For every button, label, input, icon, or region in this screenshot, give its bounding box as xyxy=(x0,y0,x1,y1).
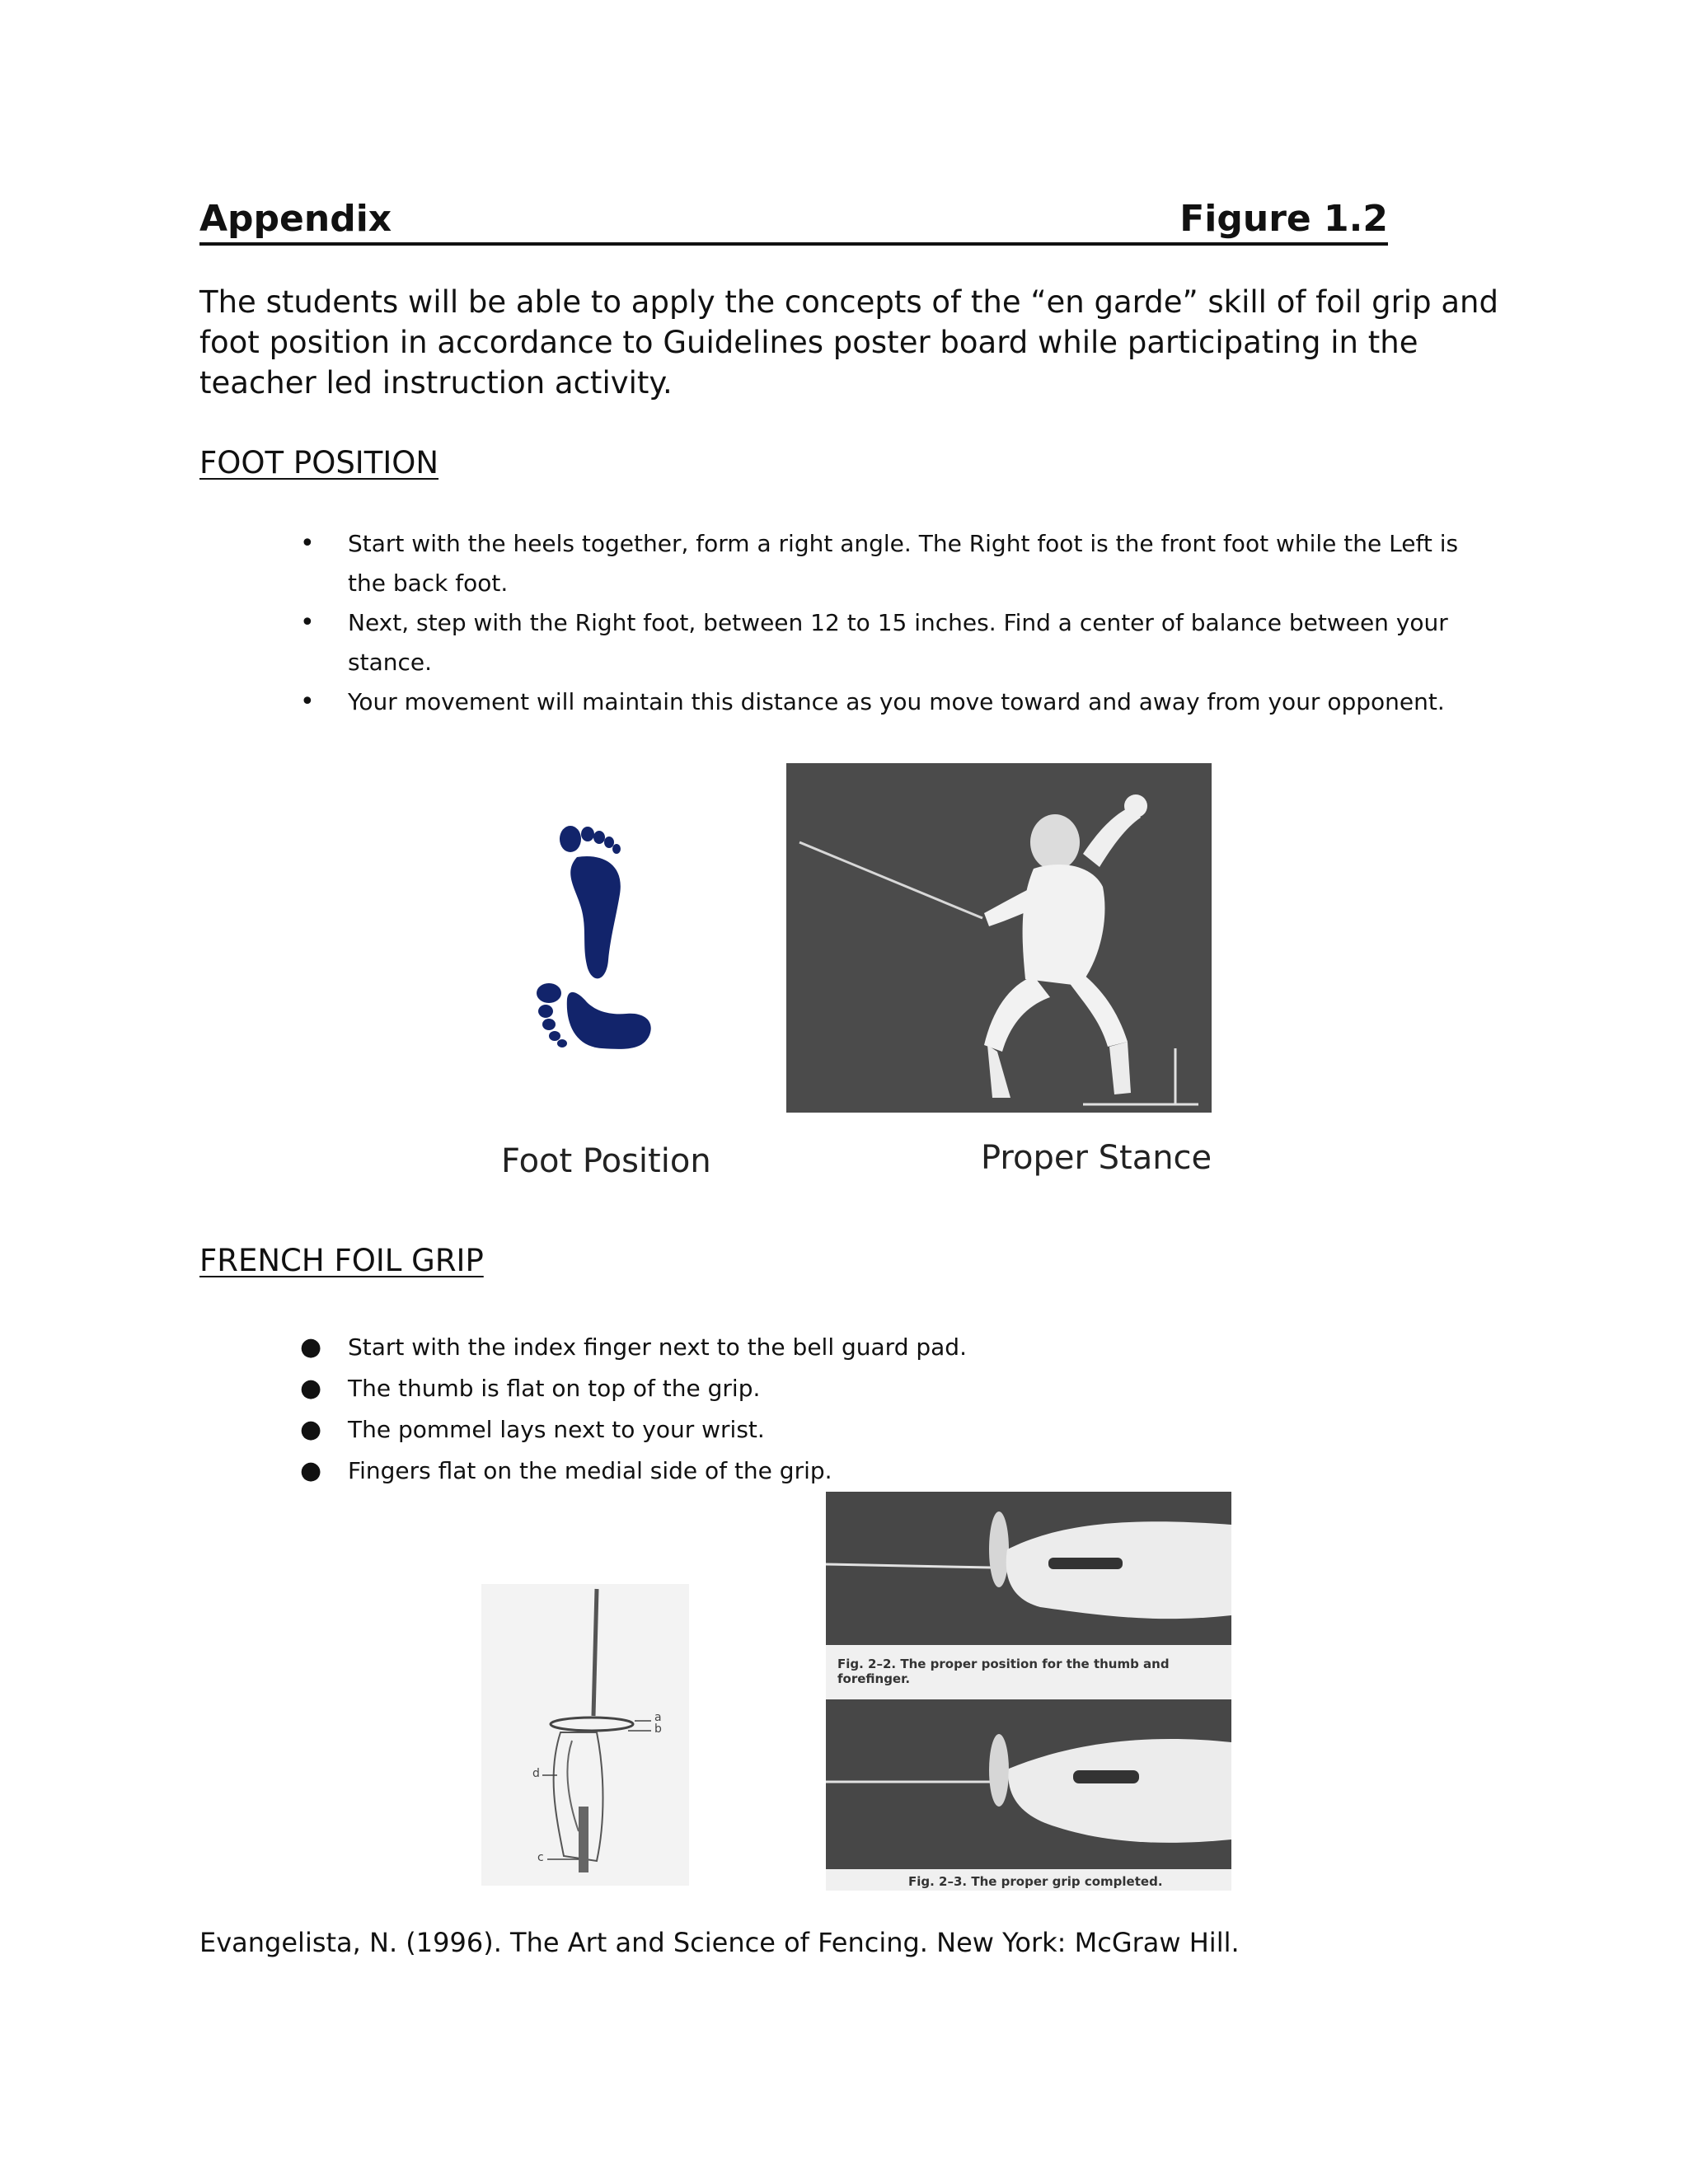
list-item: ● Fingers flat on the medial side of the grip. xyxy=(348,1451,1337,1492)
bullet-icon: • xyxy=(300,529,315,558)
intro-paragraph: The students will be able to apply the concepts of the “en garde” skill of foil grip and foot position in accordance to Guidelines poster board while participating in the teacher led instruction activity. xyxy=(199,284,1498,401)
left-footprint xyxy=(537,983,651,1049)
foot-position-caption: Foot Position xyxy=(501,1142,711,1180)
right-footprint xyxy=(560,826,621,978)
bullet-icon: ● xyxy=(300,1333,322,1361)
fencer-figure xyxy=(786,763,1212,1113)
french-foil-grip-heading: FRENCH FOIL GRIP xyxy=(199,1243,484,1278)
footprints-image xyxy=(528,816,659,1080)
list-item: • Next, step with the Right foot, between 12 to 15 inches. Find a center of balance between your stance. xyxy=(348,603,1485,682)
list-item: ● The pommel lays next to your wrist. xyxy=(348,1409,1337,1451)
foot-position-bullets xyxy=(300,524,1485,722)
foil-grip-diagram xyxy=(481,1584,689,1886)
bullet-icon: ● xyxy=(300,1374,322,1403)
figure-number: Figure 1.2 xyxy=(1179,198,1388,240)
list-item: ● The thumb is flat on top of the grip. xyxy=(348,1368,1337,1409)
list-item: • Your movement will maintain this distance as you move toward and away from your opponent. xyxy=(348,682,1485,722)
page-header xyxy=(199,196,1388,246)
bullet-icon: ● xyxy=(300,1456,322,1485)
fig-2-2-photo xyxy=(826,1492,1231,1645)
list-item: ● Start with the index finger next to the bell guard pad. xyxy=(348,1327,1337,1368)
grip-photos-panel xyxy=(826,1492,1231,1891)
diagram-label-a: a xyxy=(654,1711,662,1724)
footprints-icon xyxy=(528,816,659,1080)
foot-position-heading: FOOT POSITION xyxy=(199,445,439,480)
diagram-label-b: b xyxy=(654,1722,662,1736)
bullet-icon: ● xyxy=(300,1415,322,1444)
bullet-icon: • xyxy=(300,687,315,716)
fig-2-3-caption: Fig. 2–3. The proper grip completed. xyxy=(908,1874,1163,1889)
diagram-label-c: c xyxy=(537,1851,544,1864)
diagram-label-d: d xyxy=(532,1767,540,1780)
proper-stance-caption: Proper Stance xyxy=(981,1139,1212,1177)
list-item: • Start with the heels together, form a right angle. The Right foot is the front foot while the Left is the back foot. xyxy=(348,524,1485,603)
fig-2-2-caption: Fig. 2–2. The proper position for the thumb and forefinger. xyxy=(837,1657,1170,1686)
foil-grip-bullets xyxy=(300,1327,1337,1492)
citation: Evangelista, N. (1996). The Art and Science of Fencing. New York: McGraw Hill. xyxy=(199,1927,1240,1958)
appendix-title: Appendix xyxy=(199,198,392,240)
fig-2-3-photo xyxy=(826,1699,1231,1869)
bullet-icon: • xyxy=(300,608,315,637)
proper-stance-photo xyxy=(786,763,1212,1113)
